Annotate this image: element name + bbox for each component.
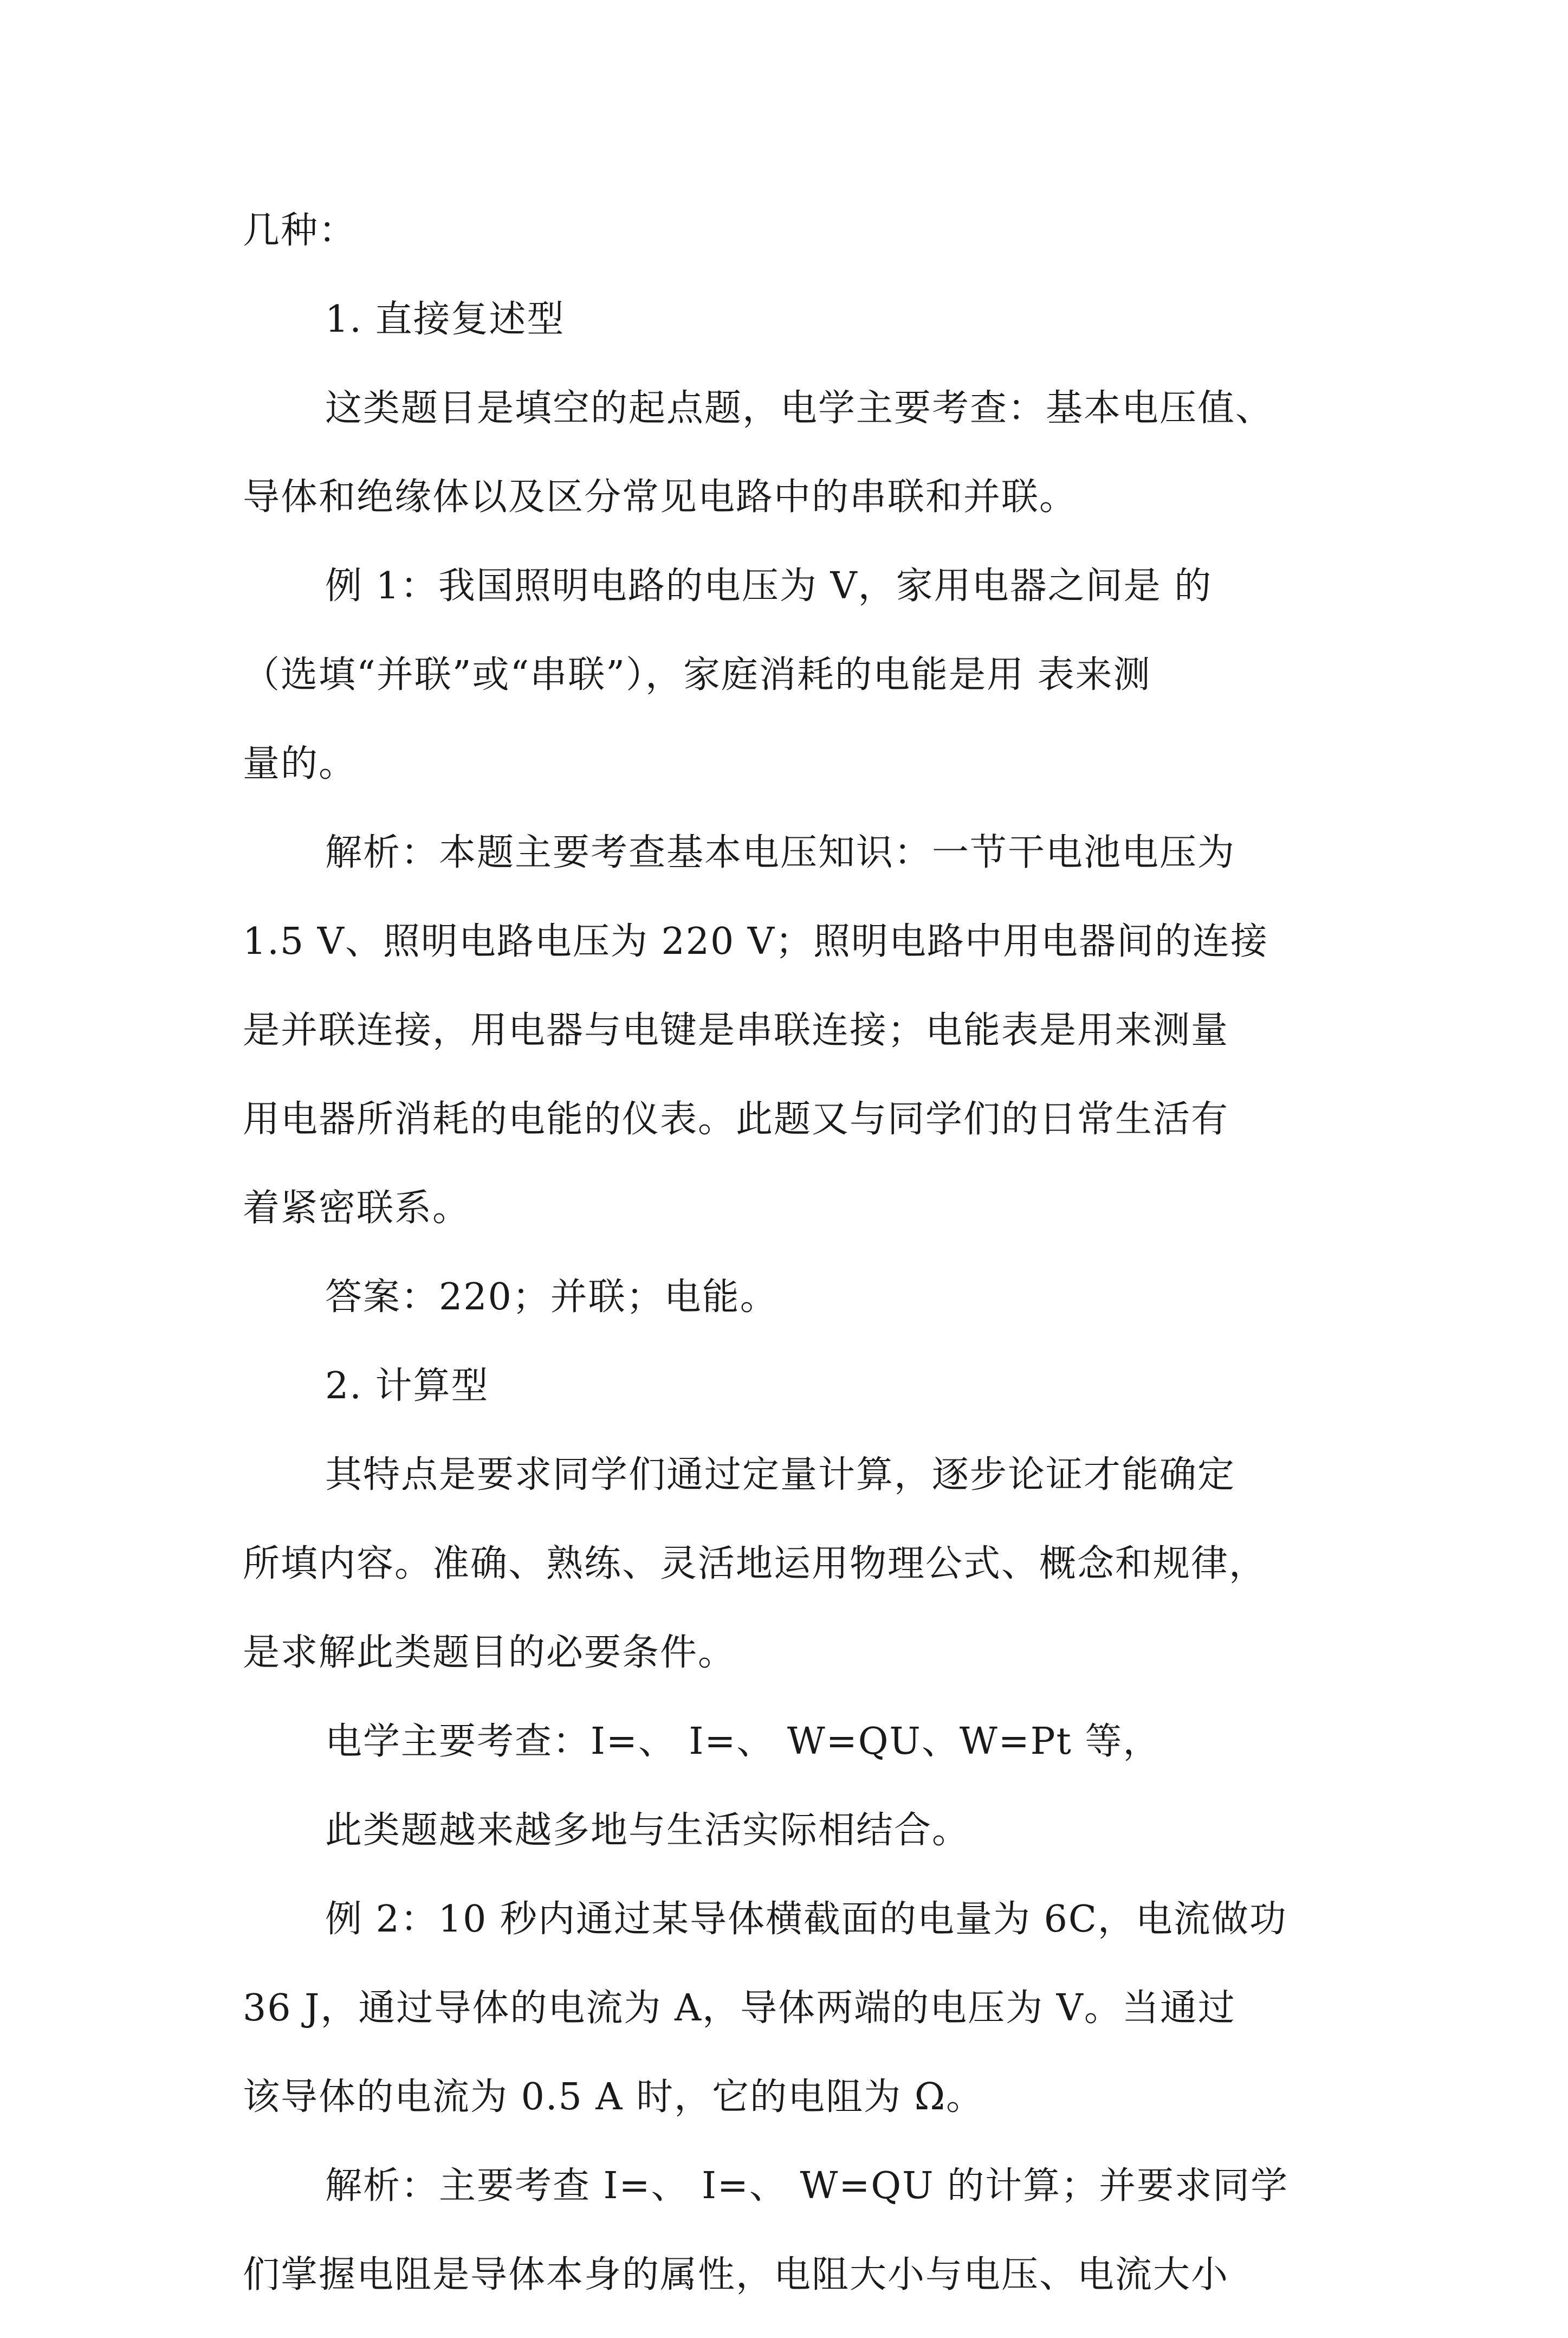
- analysis-line: 解析：本题主要考查基本电压知识：一节干电池电压为: [325, 831, 1236, 874]
- text-line: 所填内容。准确、熟练、灵活地运用物理公式、概念和规律，: [243, 1542, 1267, 1585]
- text-line: 这类题目是填空的起点题，电学主要考查：基本电压值、: [325, 387, 1274, 430]
- text-line: 是并联连接，用电器与电键是串联连接；电能表是用来测量: [243, 1009, 1229, 1052]
- text-line: 此类题越来越多地与生活实际相结合。: [325, 1809, 970, 1852]
- text-line: 量的。: [243, 742, 357, 785]
- text-line: 是求解此类题目的必要条件。: [243, 1631, 736, 1674]
- section-heading: 1. 直接复述型: [325, 298, 565, 341]
- text-line: 该导体的电流为 0.5 A 时，它的电阻为 Ω。: [243, 2076, 984, 2119]
- text-line: 用电器所消耗的电能的仪表。此题又与同学们的日常生活有: [243, 1098, 1229, 1141]
- example-line: 例 1：我国照明电路的电压为 V，家用电器之间是 的: [325, 565, 1213, 608]
- text-line: （选填“并联”或“串联”），家庭消耗的电能是用 表来测: [243, 654, 1151, 696]
- section-heading: 2. 计算型: [325, 1365, 489, 1407]
- text-line: 其特点是要求同学们通过定量计算，逐步论证才能确定: [325, 1454, 1236, 1496]
- text-line: 们掌握电阻是导体本身的属性，电阻大小与电压、电流大小: [243, 2253, 1229, 2296]
- analysis-line: 解析：主要考查 I=、 I=、 W=QU 的计算；并要求同学: [325, 2165, 1289, 2207]
- text-line: 1.5 V、照明电路电压为 220 V；照明电路中用电器间的连接: [243, 920, 1268, 963]
- example-line: 例 2：10 秒内通过某导体横截面的电量为 6C，电流做功: [325, 1898, 1287, 1941]
- text-line: 几种：: [243, 209, 357, 252]
- answer-line: 答案：220；并联；电能。: [325, 1276, 778, 1319]
- text-line: 电学主要考查：I=、 I=、 W=QU、W=Pt 等，: [325, 1720, 1161, 1763]
- text-line: 导体和绝缘体以及区分常见电路中的串联和并联。: [243, 476, 1078, 519]
- text-line: 着紧密联系。: [243, 1187, 471, 1230]
- text-line: 36 J，通过导体的电流为 A，导体两端的电压为 V。当通过: [243, 1987, 1236, 2030]
- document-body: [243, 205, 1348, 2338]
